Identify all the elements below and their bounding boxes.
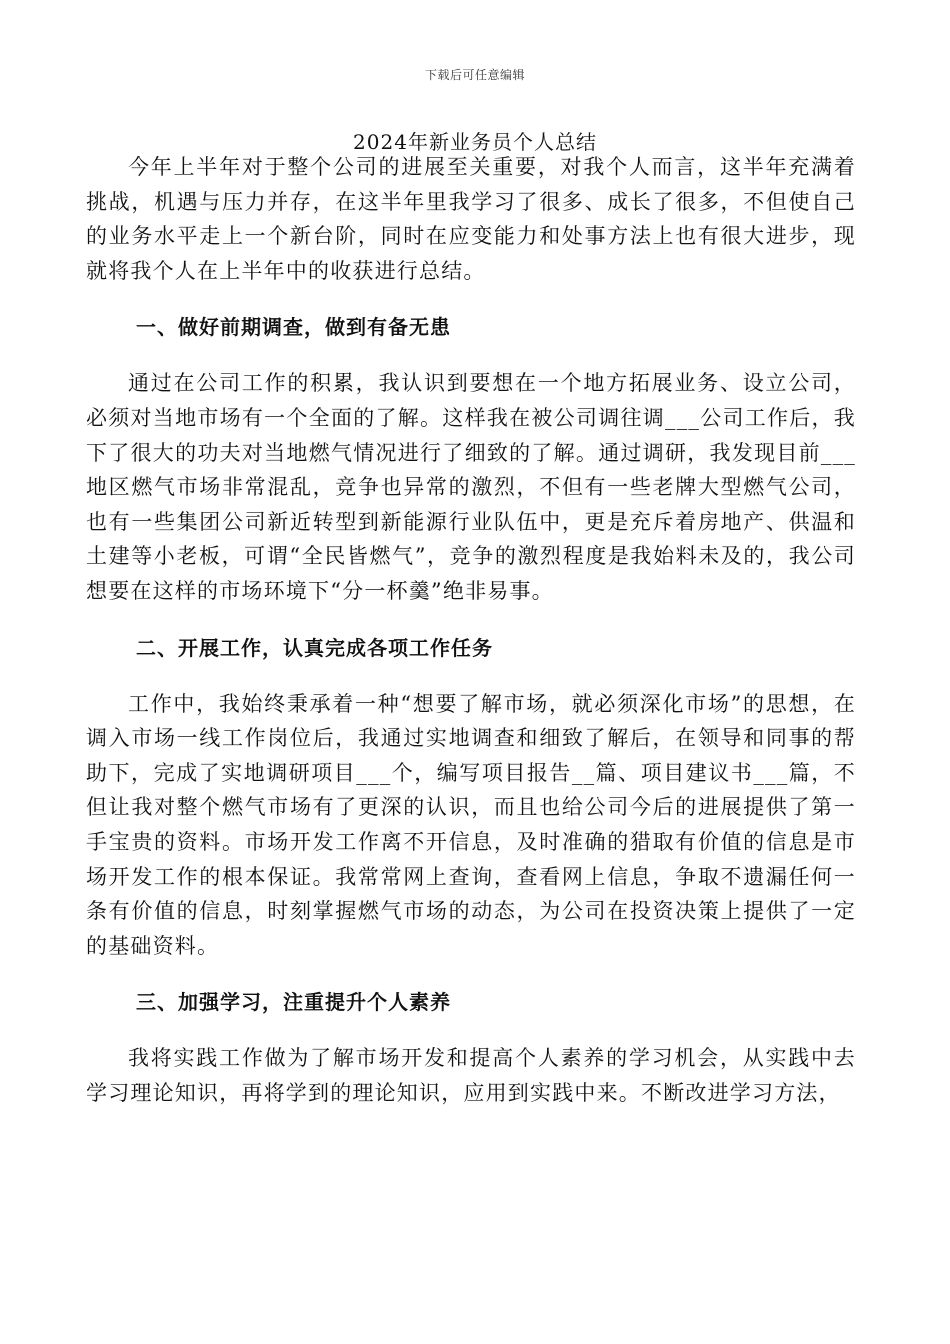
section-paragraph-2: 工作中，我始终秉承着一种“想要了解市场，就必须深化市场”的思想，在调入市场一线工作岗位后，我通过实地调查和细致了解后，在领导和同事的帮助下，完成了实地调研项目___个，编写项目报告__篇、项目建议书___篇，不但让我对整个燃气市场有了更深的认识，而且也给公司今后的进展提供了第一手宝贵的资料。市场开发工作离不开信息，及时准确的猎取有价值的信息是市场开发工作的根本保证。我常常网上查询，查看网上信息，争取不遗漏任何一条有价值的信息，时刻掌握燃气市场的动态，为公司在投资决策上提供了一定的基础资料。 — [86, 691, 856, 958]
intro-paragraph: 今年上半年对于整个公司的进展至关重要，对我个人而言，这半年充满着挑战，机遇与压力并存，在这半年里我学习了很多、成长了很多，不但使自己的业务水平走上一个新台阶，同时在应变能力和处事方法上也有很大进步，现就将我个人在上半年中的收获进行总结。 — [86, 155, 856, 283]
header-note: 下载后可任意编辑 — [424, 68, 525, 82]
section-heading-2: 二、开展工作，认真完成各项工作任务 — [136, 635, 493, 660]
section-heading-1: 一、做好前期调查，做到有备无患 — [136, 315, 451, 340]
section-paragraph-3: 我将实践工作做为了解市场开发和提高个人素养的学习机会，从实践中去学习理论知识，再将学到的理论知识，应用到实践中来。不断改进学习方法， — [86, 1046, 856, 1105]
document-body — [86, 150, 856, 1110]
section-heading-3: 三、加强学习，注重提升个人素养 — [136, 990, 451, 1015]
section-paragraph-1: 通过在公司工作的积累，我认识到要想在一个地方拓展业务、设立公司，必须对当地市场有一个全面的了解。这样我在被公司调往调___公司工作后，我下了很大的功夫对当地燃气情况进行了细致的了解。通过调研，我发现目前___地区燃气市场非常混乱，竞争也异常的激烈，不但有一些老牌大型燃气公司，也有一些集团公司新近转型到新能源行业队伍中，更是充斥着房地产、供温和土建等小老板，可谓“全民皆燃气”，竞争的激烈程度是我始料未及的，我公司想要在这样的市场环境下“分一杯羹”绝非易事。 — [86, 371, 856, 603]
document-title: 2024年新业务员个人总结 — [353, 130, 597, 154]
